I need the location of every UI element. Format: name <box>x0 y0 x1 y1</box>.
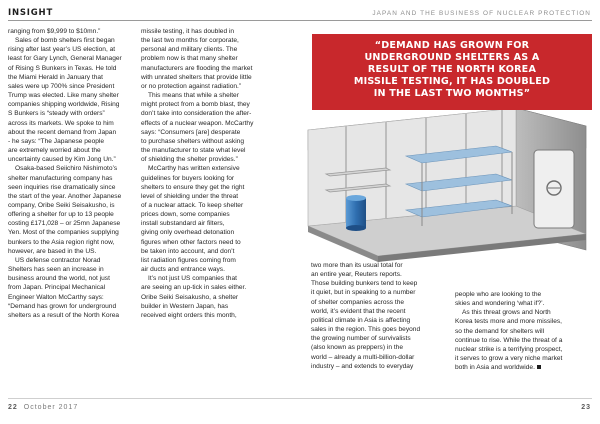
article-line: list radiation figures coming from <box>141 256 236 264</box>
article-line: This means that while a shelter <box>148 92 239 100</box>
pull-quote-line: MISSILE TESTING, IT HAS DOUBLED <box>353 76 551 87</box>
article-line: uncertainty caused by Kim Jong Un.” <box>8 156 116 164</box>
article-line: level of shielding under the threat <box>141 192 239 200</box>
article-line: sales in the region. This goes beyond <box>311 326 421 334</box>
article-line: shelter manufacturing company has <box>8 174 113 182</box>
article-line: are extremely worried about the <box>8 147 101 155</box>
article-line: or no protection against radiation.” <box>141 82 242 90</box>
article-line: install substandard air filters, <box>141 220 225 228</box>
article-line: it quiet, but in speaking to a number <box>311 289 416 297</box>
water-drum <box>346 195 366 231</box>
article-line: shelters to ensure they get the right <box>141 183 245 191</box>
article-line: As this threat grows and North <box>462 309 551 317</box>
article-line: Engineer Walton McCarthy says: <box>8 293 104 301</box>
article-line: air ducts and entrance ways. <box>141 266 225 274</box>
article-line: of a nuclear attack. To keep shelter <box>141 201 244 209</box>
article-line: received eight orders this month, <box>141 311 237 319</box>
article-line: Those building bunkers tend to keep <box>311 280 418 288</box>
article-line: the Miami Herald in January that <box>8 73 103 81</box>
article-line: business around the world, not just <box>8 275 110 283</box>
pull-quote <box>312 34 592 110</box>
running-header-title: JAPAN AND THE BUSINESS OF NUCLEAR PROTECTION <box>372 10 591 17</box>
article-column-1 <box>8 27 136 320</box>
article-line: bunkers to the Asia region right now, <box>8 238 115 246</box>
article-line: of shielding the shelter provides.” <box>141 156 238 164</box>
article-line: offering a shelter for up to 13 people <box>8 211 114 219</box>
article-line: “Demand has grown for underground <box>8 302 117 310</box>
article-line: company, Oribe Seiki Seisakusho, is <box>8 201 115 209</box>
article-line: world – already a multi-billion-dollar <box>311 353 415 361</box>
page-number-left: 22 <box>8 404 18 411</box>
article-line: are seeing an up-tick in sales either. <box>141 284 247 292</box>
footer-divider <box>8 398 592 399</box>
article-line: shelters as a result of the North Korea <box>8 311 120 319</box>
article-line: giving only overhead detonation <box>141 229 235 237</box>
article-line: prices down, some companies <box>141 211 230 219</box>
pull-quote-line: RESULT OF THE NORTH KOREA <box>367 64 537 75</box>
article-line: with unrated shelters that provide little <box>141 73 252 81</box>
article-line: McCarthy has written extensive <box>148 165 240 173</box>
article-line: the start of the year. Another Japanese <box>8 192 122 200</box>
article-line: might protect from a bomb blast, they <box>141 101 250 109</box>
article-line: be taken into account, and don’t <box>141 247 235 255</box>
article-line: Osaka-based Seiichiro Nishimoto’s <box>15 165 118 173</box>
article-line: figures when other factors need to <box>141 238 241 246</box>
article-line: two more than its usual total for <box>311 262 403 269</box>
article-line: it serves to grow a very niche market <box>455 355 563 363</box>
section-label: INSIGHT <box>8 8 54 18</box>
article-line: says: “Consumers [are] desperate <box>141 128 241 136</box>
blast-door <box>534 150 574 228</box>
article-line: Oribe Seiki Seisakusho, a shelter <box>141 293 239 301</box>
article-line: nuclear strike is a terrifying prospect, <box>455 345 563 353</box>
article-line: Trump was elected. Like many shelter <box>8 92 119 100</box>
article-line: manufacturers are flooding the market <box>141 64 253 72</box>
article-column-3 <box>311 261 444 371</box>
article-line: the growing number of survivalists <box>311 335 411 343</box>
article-line: seen inquiries rise dramatically since <box>8 183 116 191</box>
article-line: effects of a nuclear weapon. McCarthy <box>141 119 254 127</box>
article-line: S Bunkers is “steady with orders” <box>8 110 105 118</box>
article-line: continue to rise. While the threat of a <box>455 336 563 344</box>
article-line: Shelters has seen an increase in <box>8 266 104 274</box>
article-line: Korea tests more and more missiles, <box>455 318 563 326</box>
article-line: don’t take into consideration the after- <box>141 110 252 118</box>
article-line: costing £171,028 – or 25mn Japanese <box>8 220 121 228</box>
article-line: across its markets. We spoke to him <box>8 119 114 127</box>
article-line: rising after last year’s US election, at <box>8 46 116 54</box>
article-line: industry – and extends to everyday <box>311 362 414 370</box>
article-line: the last two months for corporate, <box>141 37 239 45</box>
article-line: world, it’s evident that the recent <box>311 307 406 315</box>
article-line: builder in Western Japan, has <box>141 302 229 310</box>
pull-quote-line: “DEMAND HAS GROWN FOR <box>374 40 530 51</box>
article-line: an entire year, Reuters reports. <box>311 271 402 279</box>
footer-left <box>8 404 78 411</box>
article-line: political climate in Asia is affecting <box>311 316 411 324</box>
article-line: US defense contractor Norad <box>15 256 101 264</box>
article-line: personal and military clients. The <box>141 46 238 54</box>
article-line: companies shipping worldwide, Rising <box>8 101 120 109</box>
article-line: It’s not just US companies that <box>148 275 237 283</box>
page-number-right: 23 <box>581 404 591 411</box>
article-line: people who are looking to the <box>455 291 542 298</box>
article-line: sales were up 700% since President <box>8 82 115 90</box>
issue-date: October 2017 <box>23 404 79 411</box>
article-line: (also known as preppers) in the <box>311 344 403 352</box>
article-column-2 <box>141 27 271 320</box>
article-line: of shelter companies across the <box>311 298 405 306</box>
article-line: so the demand for shelters will <box>455 327 545 335</box>
article-line: ranging from $9,999 to $10mn.” <box>8 28 101 35</box>
article-line: to purchase shelters without asking <box>141 137 244 145</box>
pull-quote-line: IN THE LAST TWO MONTHS” <box>373 88 531 99</box>
shelter-cutaway-illustration <box>286 86 596 266</box>
article-line: both in Asia and worldwide. <box>455 363 593 372</box>
article-line: from Japan. Principal Mechanical <box>8 284 106 292</box>
article-line: least for Gary Lynch, General Manager <box>8 55 122 63</box>
article-line: Yen. Most of the companies supplying <box>8 229 119 237</box>
end-of-article-mark <box>537 365 541 369</box>
article-line: problem now is that many shelter <box>141 55 238 63</box>
article-line: missile testing, it has doubled in <box>141 28 235 35</box>
article-line: Sales of bomb shelters first began <box>15 37 115 45</box>
article-line: of Rising S Bunkers in Texas. He told <box>8 64 117 72</box>
article-line: guidelines for buyers looking for <box>141 174 235 182</box>
pull-quote-line: UNDERGROUND SHELTERS AS A <box>364 52 540 63</box>
header-divider <box>8 20 592 21</box>
article-line: skies and wondering ‘what if?’. <box>455 300 545 308</box>
article-line: however, are based in the US. <box>8 247 97 255</box>
article-column-4 <box>455 290 593 372</box>
article-line: about the recent demand from Japan <box>8 128 117 136</box>
article-line: - he says: “The Japanese people <box>8 137 105 145</box>
article-line: the manufacturer to state what level <box>141 147 246 155</box>
